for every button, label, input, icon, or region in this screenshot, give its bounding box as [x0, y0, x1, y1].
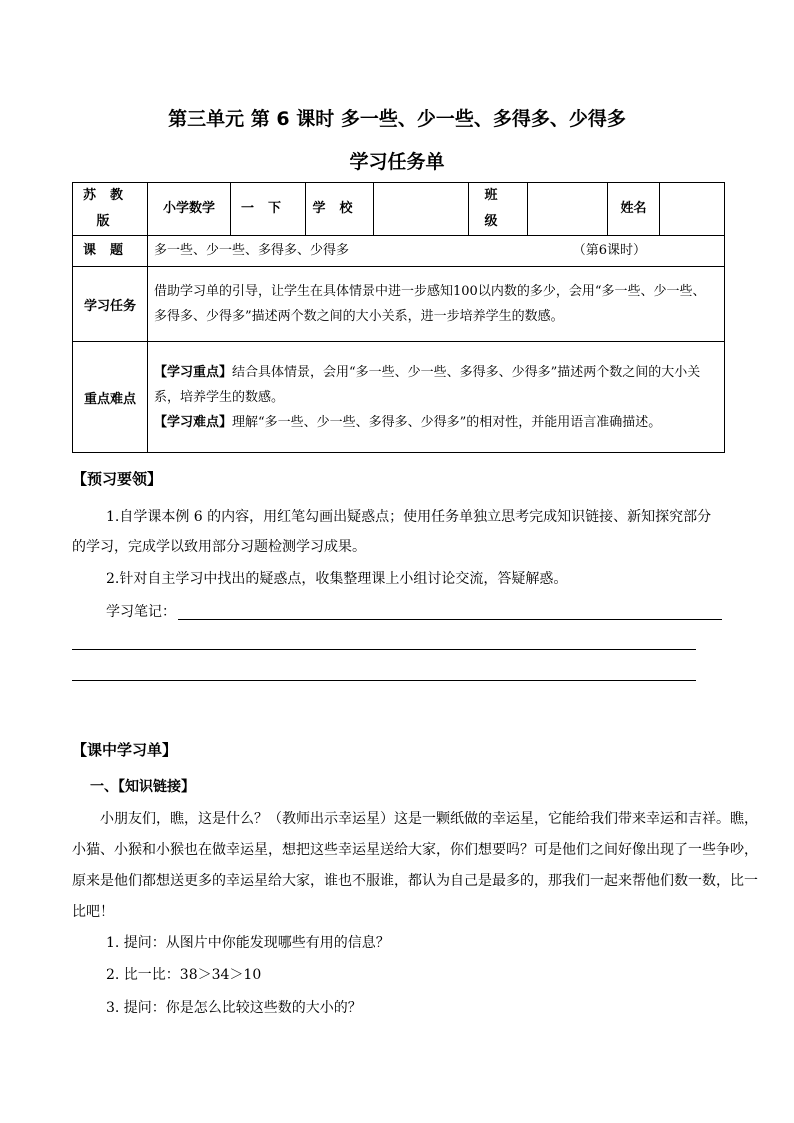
- classwork-heading: 【课中学习单】: [72, 741, 178, 759]
- notes-line-2[interactable]: [72, 649, 696, 650]
- task-text: 借助学习单的引导，让学生在具体情景中进一步感知100以内数的多少，会用“多一些、少一些、多得多、少得多”描述两个数之间的大小关系，进一步培养学生的数感。: [148, 267, 725, 342]
- name-label: 姓名: [608, 183, 660, 236]
- publisher-cell: 苏教版: [73, 183, 148, 236]
- page-subtitle: 学习任务单: [349, 151, 445, 173]
- name-field[interactable]: [660, 183, 725, 236]
- topic-value: 多一些、少一些、多得多、少得多: [154, 243, 350, 258]
- key-point: [154, 360, 718, 410]
- school-field[interactable]: [374, 183, 469, 236]
- difficulty-tag: 【学习难点】: [154, 414, 233, 430]
- preview-item-1: 1.自学课本例 6 的内容，用红笔勾画出疑惑点；使用任务单独立思考完成知识链接、新知探究部分的学习，完成学以致用部分习题检测学习成果。: [72, 509, 712, 555]
- key-point-tag: 【学习重点】: [154, 364, 233, 380]
- page-title: 第三单元 第 6 课时 多一些、少一些、多得多、少得多: [168, 108, 626, 130]
- topic-cell: [148, 236, 725, 267]
- subject-cell: 小学数学: [148, 183, 231, 236]
- notes-line-1[interactable]: [178, 619, 722, 620]
- knowledge-link-heading: [90, 772, 195, 802]
- notes-line-3[interactable]: [72, 680, 696, 681]
- topic-label: 课题: [73, 236, 148, 267]
- class-field[interactable]: [528, 183, 608, 236]
- school-label: 学校: [306, 183, 374, 236]
- task-label: 学习任务: [73, 267, 148, 342]
- difficulty-point: [154, 410, 718, 435]
- class-label: 班级: [469, 183, 528, 236]
- preview-item-2: 2.针对自主学习中找出的疑惑点，收集整理课上小组讨论交流，答疑解惑。: [106, 571, 568, 587]
- section1-prefix: 一、: [90, 779, 118, 795]
- question-1: 1. 提问：从图片中你能发现哪些有用的信息？: [106, 935, 390, 951]
- keypoints-label: 重点难点: [73, 342, 148, 453]
- section1-tag: 【知识链接】: [118, 779, 195, 795]
- info-table: [72, 182, 725, 453]
- difficulty-text: 理解“多一些、少一些、多得多、少得多”的相对性，并能用语言准确描述。: [232, 414, 662, 430]
- grade-cell: 一下: [231, 183, 306, 236]
- question-3: 3. 提问：你是怎么比较这些数的大小的？: [106, 1000, 362, 1016]
- keypoints-cell: [148, 342, 725, 453]
- notes-label: 学习笔记：: [106, 604, 176, 620]
- lesson-number: （第6课时）: [572, 243, 646, 258]
- preview-heading: 【预习要领】: [72, 470, 163, 488]
- question-2: 2. 比一比：38＞34＞10: [106, 967, 262, 983]
- key-point-text: 结合具体情景，会用“多一些、少一些、多得多、少得多”描述两个数之间的大小关系，培养学生的数感。: [154, 364, 701, 405]
- intro-paragraph: 小朋友们，瞧，这是什么？（教师出示幸运星）这是一颗纸做的幸运星，它能给我们带来幸运和吉祥。瞧，小猫、小猴和小猴也在做幸运星，想把这些幸运星送给大家，你们想要吗？可是他们之间好像出现了一些争吵，原来是他们都想送更多的幸运星给大家，谁也不服谁，都认为自己是最多的，那我们一起来帮他们数一数，比一比吧！: [72, 811, 758, 920]
